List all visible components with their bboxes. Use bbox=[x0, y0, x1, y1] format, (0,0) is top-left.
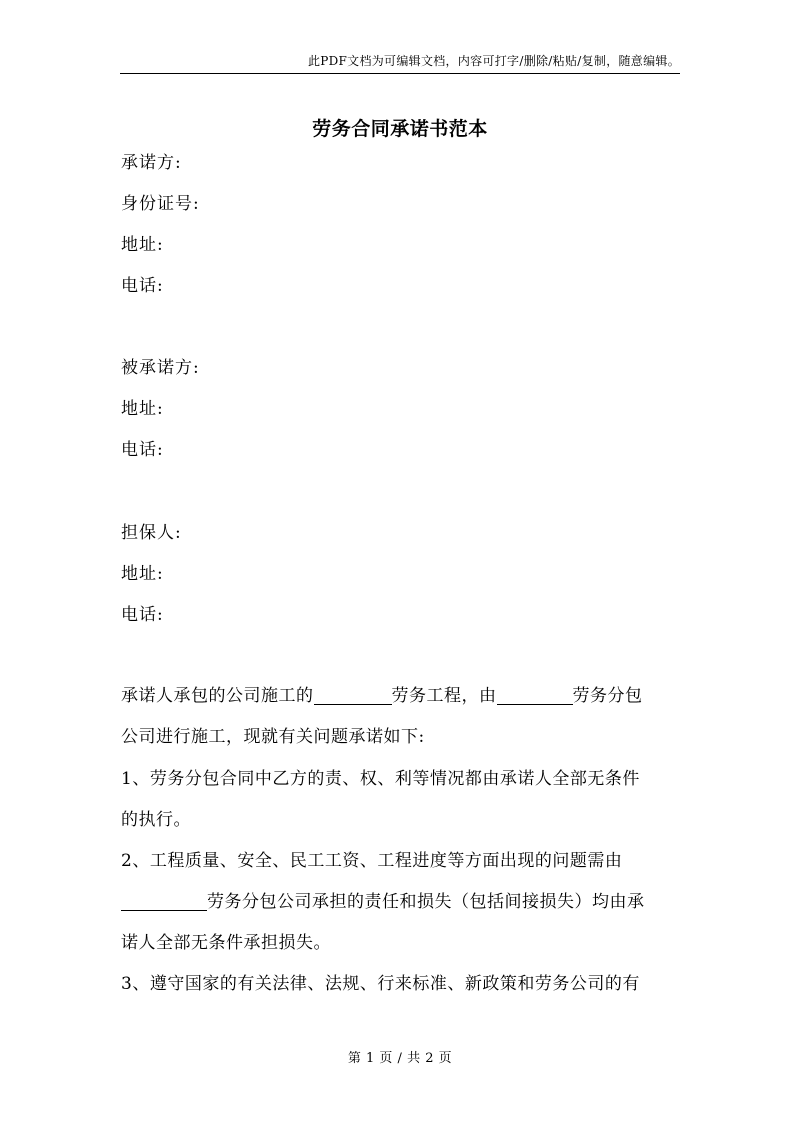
page-indicator: 第 1 页 / 共 2 页 bbox=[347, 1051, 453, 1066]
item-2-line-3: 诺人全部无条件承担损失。 bbox=[121, 933, 331, 953]
fill-blank bbox=[121, 892, 207, 911]
promisor-id-label: 身份证号: bbox=[121, 194, 200, 214]
guarantor-phone-label: 电话: bbox=[121, 605, 164, 625]
promisee-name-label: 被承诺方: bbox=[121, 358, 200, 378]
promisor-address-label: 地址: bbox=[121, 235, 164, 255]
item-2-line-1: 2、工程质量、安全、民工工资、工程进度等方面出现的问题需由 bbox=[121, 851, 623, 871]
document-title: 劳务合同承诺书范本 bbox=[312, 118, 488, 140]
item-2-line-2 bbox=[121, 887, 679, 912]
body-text: 劳务工程，由 bbox=[391, 686, 497, 706]
item-1-line-1: 1、劳务分包合同中乙方的责、权、利等情况都由承诺人全部无条件 bbox=[121, 769, 640, 789]
header-divider bbox=[120, 73, 680, 74]
promisor-phone-label: 电话: bbox=[121, 276, 164, 296]
fill-blank bbox=[314, 686, 392, 705]
fill-blank bbox=[497, 686, 573, 705]
body-paragraph-1-line-1 bbox=[121, 681, 679, 706]
promisee-address-label: 地址: bbox=[121, 399, 164, 419]
guarantor-address-label: 地址: bbox=[121, 564, 164, 584]
body-paragraph-1-line-2: 公司进行施工，现就有关问题承诺如下: bbox=[121, 727, 425, 747]
item-3-line-1: 3、遵守国家的有关法律、法规、行来标准、新政策和劳务公司的有 bbox=[121, 974, 640, 994]
item-1-line-2: 的执行。 bbox=[121, 810, 191, 830]
body-text: 劳务分包公司承担的责任和损失（包括间接损失）均由承 bbox=[207, 892, 645, 912]
guarantor-name-label: 担保人: bbox=[121, 523, 182, 543]
body-text: 承诺人承包的公司施工的 bbox=[121, 686, 314, 706]
header-note: 此PDF文档为可编辑文档，内容可打字/删除/粘贴/复制，随意编辑。 bbox=[307, 54, 680, 68]
promisor-name-label: 承诺方: bbox=[121, 153, 182, 173]
body-text: 劳务分包 bbox=[572, 686, 643, 706]
promisee-phone-label: 电话: bbox=[121, 440, 164, 460]
